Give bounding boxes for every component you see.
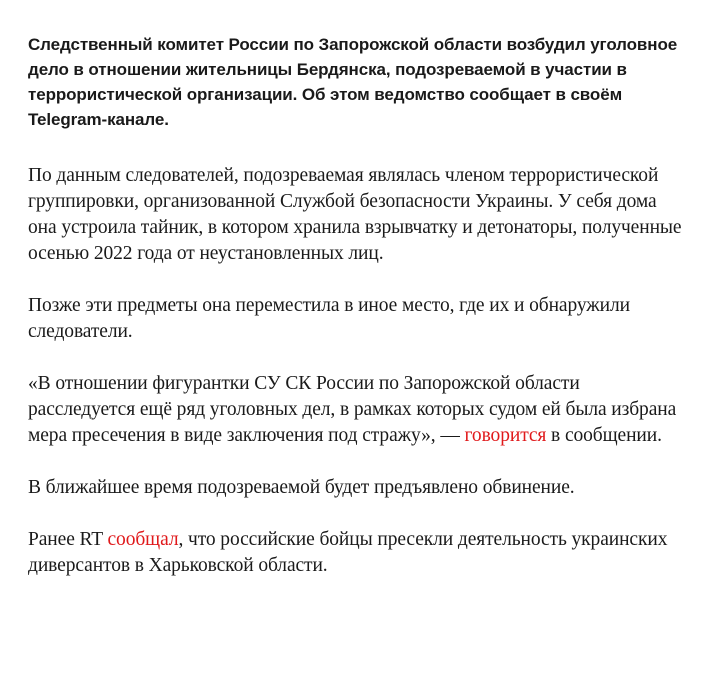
quote-tail-text: в сообщении. [546,425,662,446]
article-paragraph-2: Позже эти предметы она переместила в иное место, где их и обнаружили следователи. [28,295,630,342]
article-paragraph-4: В ближайшее время подозреваемой будет предъявлено обвинение. [28,477,575,498]
article-paragraph-3 [28,371,688,449]
article-lead: Следственный комитет России по Запорожской области возбудил уголовное дело в отношении жительницы Бердянска, подозреваемой в участии в террористической организации. Об этом ведомство сообщает в своём Telegram-канале. [28,35,678,129]
earlier-report-text: , что российские бойцы пресекли деятельность украинских диверсантов в Харьковской области. [28,529,668,576]
related-article-link[interactable]: сообщал [107,529,179,550]
article-body [28,32,688,605]
quote-text: «В отношении фигурантки СУ СК России по Запорожской области расследуется ещё ряд уголовных дел, в рамках которых судом ей была избрана мера пресечения в виде заключения под стражу», — [28,373,677,446]
article-paragraph-1: По данным следователей, подозреваемая являлась членом террористической группировки, организованной Службой безопасности Украины. У себя дома она устроила тайник, в котором хранила взрывчатку и детонаторы, полученные осенью 2022 года от неустановленных лиц. [28,165,682,264]
article-paragraph-5 [28,527,688,579]
earlier-report-prefix: Ранее RT [28,529,108,550]
source-link-govoritsya[interactable]: говорится [464,425,547,446]
